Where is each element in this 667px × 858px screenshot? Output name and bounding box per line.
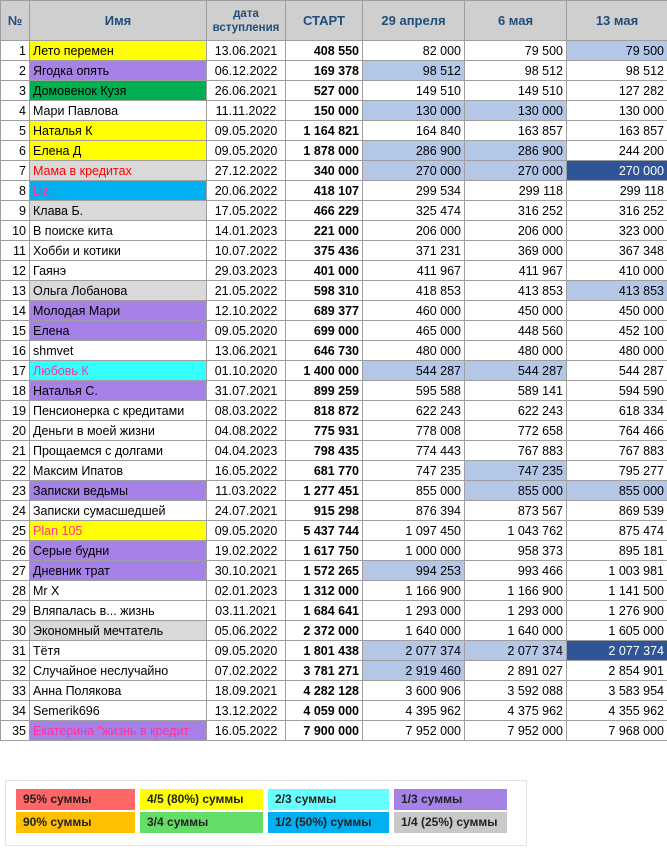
name-cell[interactable]: Хобби и котики xyxy=(30,241,207,261)
may6-amount-cell[interactable]: 958 373 xyxy=(465,541,567,561)
table-row xyxy=(1,341,667,361)
table-row xyxy=(1,681,667,701)
may6-amount-cell[interactable]: 299 118 xyxy=(465,181,567,201)
col-header-may13[interactable]: 13 мая xyxy=(567,1,667,41)
join-date-cell[interactable]: 17.05.2022 xyxy=(207,201,286,221)
apr29-amount-cell[interactable]: 371 231 xyxy=(363,241,465,261)
start-amount-cell[interactable]: 4 059 000 xyxy=(286,701,363,721)
may13-amount-cell[interactable]: 544 287 xyxy=(567,361,667,381)
legend-item: 3/4 суммы xyxy=(140,812,263,833)
may13-amount-cell[interactable]: 163 857 xyxy=(567,121,667,141)
name-cell[interactable]: Наталья С. xyxy=(30,381,207,401)
join-date-cell[interactable]: 11.11.2022 xyxy=(207,101,286,121)
start-amount-cell[interactable]: 681 770 xyxy=(286,461,363,481)
join-date-cell[interactable]: 31.07.2021 xyxy=(207,381,286,401)
name-cell[interactable]: Semerik696 xyxy=(30,701,207,721)
legend-item: 1/4 (25%) суммы xyxy=(394,812,507,833)
join-date-cell[interactable]: 11.03.2022 xyxy=(207,481,286,501)
name-cell[interactable]: В поиске кита xyxy=(30,221,207,241)
name-cell[interactable]: Экономный мечтатель xyxy=(30,621,207,641)
join-date-cell[interactable]: 05.06.2022 xyxy=(207,621,286,641)
join-date-cell[interactable]: 02.01.2023 xyxy=(207,581,286,601)
may13-amount-cell[interactable]: 795 277 xyxy=(567,461,667,481)
may13-amount-cell[interactable]: 130 000 xyxy=(567,101,667,121)
start-amount-cell[interactable]: 915 298 xyxy=(286,501,363,521)
row-number-cell[interactable]: 35 xyxy=(1,721,30,741)
row-number-cell[interactable]: 12 xyxy=(1,261,30,281)
row-number-cell[interactable]: 21 xyxy=(1,441,30,461)
may6-amount-cell[interactable]: 450 000 xyxy=(465,301,567,321)
apr29-amount-cell[interactable]: 465 000 xyxy=(363,321,465,341)
row-number-cell[interactable]: 28 xyxy=(1,581,30,601)
row-number-cell[interactable]: 32 xyxy=(1,661,30,681)
apr29-amount-cell[interactable]: 270 000 xyxy=(363,161,465,181)
name-cell[interactable]: Клава Б. xyxy=(30,201,207,221)
table-row xyxy=(1,301,667,321)
row-number-cell[interactable]: 34 xyxy=(1,701,30,721)
name-cell[interactable]: Деньги в моей жизни xyxy=(30,421,207,441)
table-row xyxy=(1,321,667,341)
name-cell[interactable]: Пенсионерка с кредитами xyxy=(30,401,207,421)
join-date-cell[interactable]: 04.04.2023 xyxy=(207,441,286,461)
may13-amount-cell[interactable]: 367 348 xyxy=(567,241,667,261)
apr29-amount-cell[interactable]: 411 967 xyxy=(363,261,465,281)
start-amount-cell[interactable]: 418 107 xyxy=(286,181,363,201)
name-cell[interactable]: Plan 105 xyxy=(30,521,207,541)
may13-amount-cell[interactable]: 3 583 954 xyxy=(567,681,667,701)
join-date-cell[interactable]: 27.12.2022 xyxy=(207,161,286,181)
join-date-cell[interactable]: 09.05.2020 xyxy=(207,321,286,341)
row-number-cell[interactable]: 8 xyxy=(1,181,30,201)
legend-item: 90% суммы xyxy=(16,812,135,833)
name-cell[interactable]: Мама в кредитах xyxy=(30,161,207,181)
apr29-amount-cell[interactable]: 2 919 460 xyxy=(363,661,465,681)
may6-amount-cell[interactable]: 98 512 xyxy=(465,61,567,81)
may13-amount-cell[interactable]: 79 500 xyxy=(567,41,667,61)
join-date-cell[interactable]: 13.06.2021 xyxy=(207,341,286,361)
col-header-may6[interactable]: 6 мая xyxy=(465,1,567,41)
table-row xyxy=(1,161,667,181)
may6-amount-cell[interactable]: 747 235 xyxy=(465,461,567,481)
start-amount-cell[interactable]: 3 781 271 xyxy=(286,661,363,681)
may13-amount-cell[interactable]: 299 118 xyxy=(567,181,667,201)
apr29-amount-cell[interactable]: 3 600 906 xyxy=(363,681,465,701)
may6-amount-cell[interactable]: 7 952 000 xyxy=(465,721,567,741)
row-number-cell[interactable]: 13 xyxy=(1,281,30,301)
join-date-cell[interactable]: 09.05.2020 xyxy=(207,121,286,141)
may13-amount-cell[interactable]: 323 000 xyxy=(567,221,667,241)
col-header-name[interactable]: Имя xyxy=(30,1,207,41)
may6-amount-cell[interactable]: 1 293 000 xyxy=(465,601,567,621)
may6-amount-cell[interactable]: 480 000 xyxy=(465,341,567,361)
may13-amount-cell[interactable]: 98 512 xyxy=(567,61,667,81)
apr29-amount-cell[interactable]: 622 243 xyxy=(363,401,465,421)
apr29-amount-cell[interactable]: 855 000 xyxy=(363,481,465,501)
may6-amount-cell[interactable]: 163 857 xyxy=(465,121,567,141)
row-number-cell[interactable]: 22 xyxy=(1,461,30,481)
join-date-cell[interactable]: 30.10.2021 xyxy=(207,561,286,581)
may6-amount-cell[interactable]: 448 560 xyxy=(465,321,567,341)
name-cell[interactable]: Наталья К xyxy=(30,121,207,141)
row-number-cell[interactable]: 1 xyxy=(1,41,30,61)
start-amount-cell[interactable]: 1 617 750 xyxy=(286,541,363,561)
join-date-cell[interactable]: 09.05.2020 xyxy=(207,141,286,161)
row-number-cell[interactable]: 11 xyxy=(1,241,30,261)
start-amount-cell[interactable]: 466 229 xyxy=(286,201,363,221)
legend-item: 1/2 (50%) суммы xyxy=(268,812,389,833)
start-amount-cell[interactable]: 340 000 xyxy=(286,161,363,181)
may13-amount-cell[interactable]: 452 100 xyxy=(567,321,667,341)
may13-amount-cell[interactable]: 1 003 981 xyxy=(567,561,667,581)
start-amount-cell[interactable]: 1 277 451 xyxy=(286,481,363,501)
row-number-cell[interactable]: 20 xyxy=(1,421,30,441)
col-header-start[interactable]: СТАРТ xyxy=(286,1,363,41)
may13-amount-cell[interactable]: 413 853 xyxy=(567,281,667,301)
row-number-cell[interactable]: 33 xyxy=(1,681,30,701)
start-amount-cell[interactable]: 798 435 xyxy=(286,441,363,461)
name-cell[interactable]: Екатерина "жизнь в кредит xyxy=(30,721,207,741)
row-number-cell[interactable]: 15 xyxy=(1,321,30,341)
row-number-cell[interactable]: 17 xyxy=(1,361,30,381)
may6-amount-cell[interactable]: 1 640 000 xyxy=(465,621,567,641)
table-row xyxy=(1,41,667,61)
start-amount-cell[interactable]: 527 000 xyxy=(286,81,363,101)
apr29-amount-cell[interactable]: 325 474 xyxy=(363,201,465,221)
may13-amount-cell[interactable]: 618 334 xyxy=(567,401,667,421)
may13-amount-cell[interactable]: 869 539 xyxy=(567,501,667,521)
table-row xyxy=(1,721,667,741)
table-row xyxy=(1,501,667,521)
may6-amount-cell[interactable]: 2 891 027 xyxy=(465,661,567,681)
may13-amount-cell[interactable]: 2 854 901 xyxy=(567,661,667,681)
col-header-num[interactable]: № xyxy=(1,1,30,41)
start-amount-cell[interactable]: 5 437 744 xyxy=(286,521,363,541)
table-row xyxy=(1,701,667,721)
table-row xyxy=(1,441,667,461)
row-number-cell[interactable]: 30 xyxy=(1,621,30,641)
table-row xyxy=(1,581,667,601)
start-amount-cell[interactable]: 1 400 000 xyxy=(286,361,363,381)
apr29-amount-cell[interactable]: 1 166 900 xyxy=(363,581,465,601)
col-header-apr29[interactable]: 29 апреля xyxy=(363,1,465,41)
row-number-cell[interactable]: 2 xyxy=(1,61,30,81)
apr29-amount-cell[interactable]: 774 443 xyxy=(363,441,465,461)
row-number-cell[interactable]: 10 xyxy=(1,221,30,241)
name-cell[interactable]: Liz xyxy=(30,181,207,201)
join-date-cell[interactable]: 03.11.2021 xyxy=(207,601,286,621)
start-amount-cell[interactable]: 1 684 641 xyxy=(286,601,363,621)
apr29-amount-cell[interactable]: 994 253 xyxy=(363,561,465,581)
may13-amount-cell[interactable]: 2 077 374 xyxy=(567,641,667,661)
start-amount-cell[interactable]: 221 000 xyxy=(286,221,363,241)
table-row xyxy=(1,181,667,201)
apr29-amount-cell[interactable]: 299 534 xyxy=(363,181,465,201)
row-number-cell[interactable]: 16 xyxy=(1,341,30,361)
row-number-cell[interactable]: 27 xyxy=(1,561,30,581)
start-amount-cell[interactable]: 150 000 xyxy=(286,101,363,121)
legend-item: 4/5 (80%) суммы xyxy=(140,789,263,810)
may6-amount-cell[interactable]: 411 967 xyxy=(465,261,567,281)
join-date-cell[interactable]: 09.05.2020 xyxy=(207,641,286,661)
may13-amount-cell[interactable]: 767 883 xyxy=(567,441,667,461)
apr29-amount-cell[interactable]: 1 293 000 xyxy=(363,601,465,621)
apr29-amount-cell[interactable]: 2 077 374 xyxy=(363,641,465,661)
apr29-amount-cell[interactable]: 130 000 xyxy=(363,101,465,121)
apr29-amount-cell[interactable]: 1 097 450 xyxy=(363,521,465,541)
apr29-amount-cell[interactable]: 82 000 xyxy=(363,41,465,61)
start-amount-cell[interactable]: 646 730 xyxy=(286,341,363,361)
join-date-cell[interactable]: 07.02.2022 xyxy=(207,661,286,681)
start-amount-cell[interactable]: 598 310 xyxy=(286,281,363,301)
row-number-cell[interactable]: 25 xyxy=(1,521,30,541)
may13-amount-cell[interactable]: 1 141 500 xyxy=(567,581,667,601)
table-row xyxy=(1,381,667,401)
join-date-cell[interactable]: 12.10.2022 xyxy=(207,301,286,321)
may6-amount-cell[interactable]: 79 500 xyxy=(465,41,567,61)
table-row xyxy=(1,261,667,281)
name-cell[interactable]: Mr X xyxy=(30,581,207,601)
join-date-cell[interactable]: 20.06.2022 xyxy=(207,181,286,201)
apr29-amount-cell[interactable]: 460 000 xyxy=(363,301,465,321)
may6-amount-cell[interactable]: 622 243 xyxy=(465,401,567,421)
join-date-cell[interactable]: 16.05.2022 xyxy=(207,721,286,741)
may13-amount-cell[interactable]: 764 466 xyxy=(567,421,667,441)
may6-amount-cell[interactable]: 4 375 962 xyxy=(465,701,567,721)
may13-amount-cell[interactable]: 480 000 xyxy=(567,341,667,361)
start-amount-cell[interactable]: 1 312 000 xyxy=(286,581,363,601)
row-number-cell[interactable]: 5 xyxy=(1,121,30,141)
row-number-cell[interactable]: 31 xyxy=(1,641,30,661)
join-date-cell[interactable]: 29.03.2023 xyxy=(207,261,286,281)
table-row xyxy=(1,281,667,301)
legend xyxy=(16,789,512,837)
may13-amount-cell[interactable]: 127 282 xyxy=(567,81,667,101)
table-row xyxy=(1,81,667,101)
may6-amount-cell[interactable]: 3 592 088 xyxy=(465,681,567,701)
join-date-cell[interactable]: 10.07.2022 xyxy=(207,241,286,261)
may6-amount-cell[interactable]: 149 510 xyxy=(465,81,567,101)
join-date-cell[interactable]: 16.05.2022 xyxy=(207,461,286,481)
row-number-cell[interactable]: 23 xyxy=(1,481,30,501)
name-cell[interactable]: Молодая Мари xyxy=(30,301,207,321)
start-amount-cell[interactable]: 408 550 xyxy=(286,41,363,61)
name-cell[interactable]: Тётя xyxy=(30,641,207,661)
row-number-cell[interactable]: 18 xyxy=(1,381,30,401)
may13-amount-cell[interactable]: 895 181 xyxy=(567,541,667,561)
name-cell[interactable]: Ягодка опять xyxy=(30,61,207,81)
may13-amount-cell[interactable]: 270 000 xyxy=(567,161,667,181)
may13-amount-cell[interactable]: 4 355 962 xyxy=(567,701,667,721)
may6-amount-cell[interactable]: 2 077 374 xyxy=(465,641,567,661)
may6-amount-cell[interactable]: 130 000 xyxy=(465,101,567,121)
name-cell[interactable]: Домовенок Кузя xyxy=(30,81,207,101)
may13-amount-cell[interactable]: 410 000 xyxy=(567,261,667,281)
apr29-amount-cell[interactable]: 544 287 xyxy=(363,361,465,381)
table-row xyxy=(1,621,667,641)
table-row xyxy=(1,201,667,221)
table-row xyxy=(1,361,667,381)
start-amount-cell[interactable]: 689 377 xyxy=(286,301,363,321)
name-cell[interactable]: Вляпалась в... жизнь xyxy=(30,601,207,621)
row-number-cell[interactable]: 29 xyxy=(1,601,30,621)
join-date-cell[interactable]: 14.01.2023 xyxy=(207,221,286,241)
may13-amount-cell[interactable]: 316 252 xyxy=(567,201,667,221)
table-row xyxy=(1,481,667,501)
name-cell[interactable]: Гаянэ xyxy=(30,261,207,281)
name-cell[interactable]: Максим Ипатов xyxy=(30,461,207,481)
table-row xyxy=(1,601,667,621)
apr29-amount-cell[interactable]: 149 510 xyxy=(363,81,465,101)
row-number-cell[interactable]: 26 xyxy=(1,541,30,561)
name-cell[interactable]: Записки сумасшедшей xyxy=(30,501,207,521)
table-row xyxy=(1,221,667,241)
name-cell[interactable]: Елена Д xyxy=(30,141,207,161)
may13-amount-cell[interactable]: 1 605 000 xyxy=(567,621,667,641)
start-amount-cell[interactable]: 1 572 265 xyxy=(286,561,363,581)
name-cell[interactable]: Елена xyxy=(30,321,207,341)
table-row xyxy=(1,421,667,441)
table-row xyxy=(1,461,667,481)
may13-amount-cell[interactable]: 875 474 xyxy=(567,521,667,541)
may6-amount-cell[interactable]: 767 883 xyxy=(465,441,567,461)
start-amount-cell[interactable]: 1 878 000 xyxy=(286,141,363,161)
table-row xyxy=(1,61,667,81)
may13-amount-cell[interactable]: 7 968 000 xyxy=(567,721,667,741)
start-amount-cell[interactable]: 818 872 xyxy=(286,401,363,421)
name-cell[interactable]: Прощаемся с долгами xyxy=(30,441,207,461)
may6-amount-cell[interactable]: 413 853 xyxy=(465,281,567,301)
apr29-amount-cell[interactable]: 7 952 000 xyxy=(363,721,465,741)
start-amount-cell[interactable]: 401 000 xyxy=(286,261,363,281)
legend-item: 2/3 суммы xyxy=(268,789,389,810)
may6-amount-cell[interactable]: 1 043 762 xyxy=(465,521,567,541)
apr29-amount-cell[interactable]: 418 853 xyxy=(363,281,465,301)
apr29-amount-cell[interactable]: 876 394 xyxy=(363,501,465,521)
join-date-cell[interactable]: 13.12.2022 xyxy=(207,701,286,721)
table-row xyxy=(1,121,667,141)
table-row xyxy=(1,241,667,261)
may13-amount-cell[interactable]: 244 200 xyxy=(567,141,667,161)
start-amount-cell[interactable]: 1 164 821 xyxy=(286,121,363,141)
row-number-cell[interactable]: 14 xyxy=(1,301,30,321)
row-number-cell[interactable]: 3 xyxy=(1,81,30,101)
join-date-cell[interactable]: 13.06.2021 xyxy=(207,41,286,61)
name-cell[interactable]: Лето перемен xyxy=(30,41,207,61)
name-cell[interactable]: Любовь К xyxy=(30,361,207,381)
name-cell[interactable]: Записки ведьмы xyxy=(30,481,207,501)
table-row xyxy=(1,561,667,581)
join-date-cell[interactable]: 18.09.2021 xyxy=(207,681,286,701)
join-date-cell[interactable]: 19.02.2022 xyxy=(207,541,286,561)
join-date-cell[interactable]: 01.10.2020 xyxy=(207,361,286,381)
may6-amount-cell[interactable]: 286 900 xyxy=(465,141,567,161)
join-date-cell[interactable]: 08.03.2022 xyxy=(207,401,286,421)
apr29-amount-cell[interactable]: 286 900 xyxy=(363,141,465,161)
col-header-date[interactable]: дата вступления xyxy=(207,1,286,41)
apr29-amount-cell[interactable]: 1 000 000 xyxy=(363,541,465,561)
join-date-cell[interactable]: 09.05.2020 xyxy=(207,521,286,541)
apr29-amount-cell[interactable]: 595 588 xyxy=(363,381,465,401)
row-number-cell[interactable]: 6 xyxy=(1,141,30,161)
may6-amount-cell[interactable]: 772 658 xyxy=(465,421,567,441)
start-amount-cell[interactable]: 699 000 xyxy=(286,321,363,341)
table-row xyxy=(1,521,667,541)
apr29-amount-cell[interactable]: 98 512 xyxy=(363,61,465,81)
start-amount-cell[interactable]: 4 282 128 xyxy=(286,681,363,701)
may6-amount-cell[interactable]: 316 252 xyxy=(465,201,567,221)
name-cell[interactable]: Дневник трат xyxy=(30,561,207,581)
table-row xyxy=(1,661,667,681)
may6-amount-cell[interactable]: 1 166 900 xyxy=(465,581,567,601)
start-amount-cell[interactable]: 775 931 xyxy=(286,421,363,441)
start-amount-cell[interactable]: 7 900 000 xyxy=(286,721,363,741)
apr29-amount-cell[interactable]: 1 640 000 xyxy=(363,621,465,641)
legend-item: 1/3 суммы xyxy=(394,789,507,810)
start-amount-cell[interactable]: 2 372 000 xyxy=(286,621,363,641)
row-number-cell[interactable]: 9 xyxy=(1,201,30,221)
apr29-amount-cell[interactable]: 747 235 xyxy=(363,461,465,481)
table-row xyxy=(1,401,667,421)
may6-amount-cell[interactable]: 873 567 xyxy=(465,501,567,521)
row-number-cell[interactable]: 7 xyxy=(1,161,30,181)
row-number-cell[interactable]: 19 xyxy=(1,401,30,421)
apr29-amount-cell[interactable]: 206 000 xyxy=(363,221,465,241)
apr29-amount-cell[interactable]: 4 395 962 xyxy=(363,701,465,721)
table-row xyxy=(1,541,667,561)
apr29-amount-cell[interactable]: 778 008 xyxy=(363,421,465,441)
join-date-cell[interactable]: 06.12.2022 xyxy=(207,61,286,81)
table-row xyxy=(1,641,667,661)
name-cell[interactable]: Серые будни xyxy=(30,541,207,561)
may6-amount-cell[interactable]: 270 000 xyxy=(465,161,567,181)
may13-amount-cell[interactable]: 1 276 900 xyxy=(567,601,667,621)
may13-amount-cell[interactable]: 450 000 xyxy=(567,301,667,321)
header-row xyxy=(1,1,667,41)
may6-amount-cell[interactable]: 993 466 xyxy=(465,561,567,581)
may13-amount-cell[interactable]: 594 590 xyxy=(567,381,667,401)
table-row xyxy=(1,141,667,161)
may6-amount-cell[interactable]: 369 000 xyxy=(465,241,567,261)
start-amount-cell[interactable]: 899 259 xyxy=(286,381,363,401)
may6-amount-cell[interactable]: 589 141 xyxy=(465,381,567,401)
join-date-cell[interactable]: 21.05.2022 xyxy=(207,281,286,301)
join-date-cell[interactable]: 04.08.2022 xyxy=(207,421,286,441)
may6-amount-cell[interactable]: 544 287 xyxy=(465,361,567,381)
name-cell[interactable]: Ольга Лобанова xyxy=(30,281,207,301)
may13-amount-cell[interactable]: 855 000 xyxy=(567,481,667,501)
name-cell[interactable]: Случайное неслучайно xyxy=(30,661,207,681)
name-cell[interactable]: shmvet xyxy=(30,341,207,361)
row-number-cell[interactable]: 24 xyxy=(1,501,30,521)
may6-amount-cell[interactable]: 206 000 xyxy=(465,221,567,241)
legend-item: 95% суммы xyxy=(16,789,135,810)
start-amount-cell[interactable]: 375 436 xyxy=(286,241,363,261)
apr29-amount-cell[interactable]: 480 000 xyxy=(363,341,465,361)
row-number-cell[interactable]: 4 xyxy=(1,101,30,121)
table-row xyxy=(1,101,667,121)
name-cell[interactable]: Мари Павлова xyxy=(30,101,207,121)
start-amount-cell[interactable]: 1 801 438 xyxy=(286,641,363,661)
apr29-amount-cell[interactable]: 164 840 xyxy=(363,121,465,141)
join-date-cell[interactable]: 26.06.2021 xyxy=(207,81,286,101)
start-amount-cell[interactable]: 169 378 xyxy=(286,61,363,81)
join-date-cell[interactable]: 24.07.2021 xyxy=(207,501,286,521)
may6-amount-cell[interactable]: 855 000 xyxy=(465,481,567,501)
name-cell[interactable]: Анна Полякова xyxy=(30,681,207,701)
